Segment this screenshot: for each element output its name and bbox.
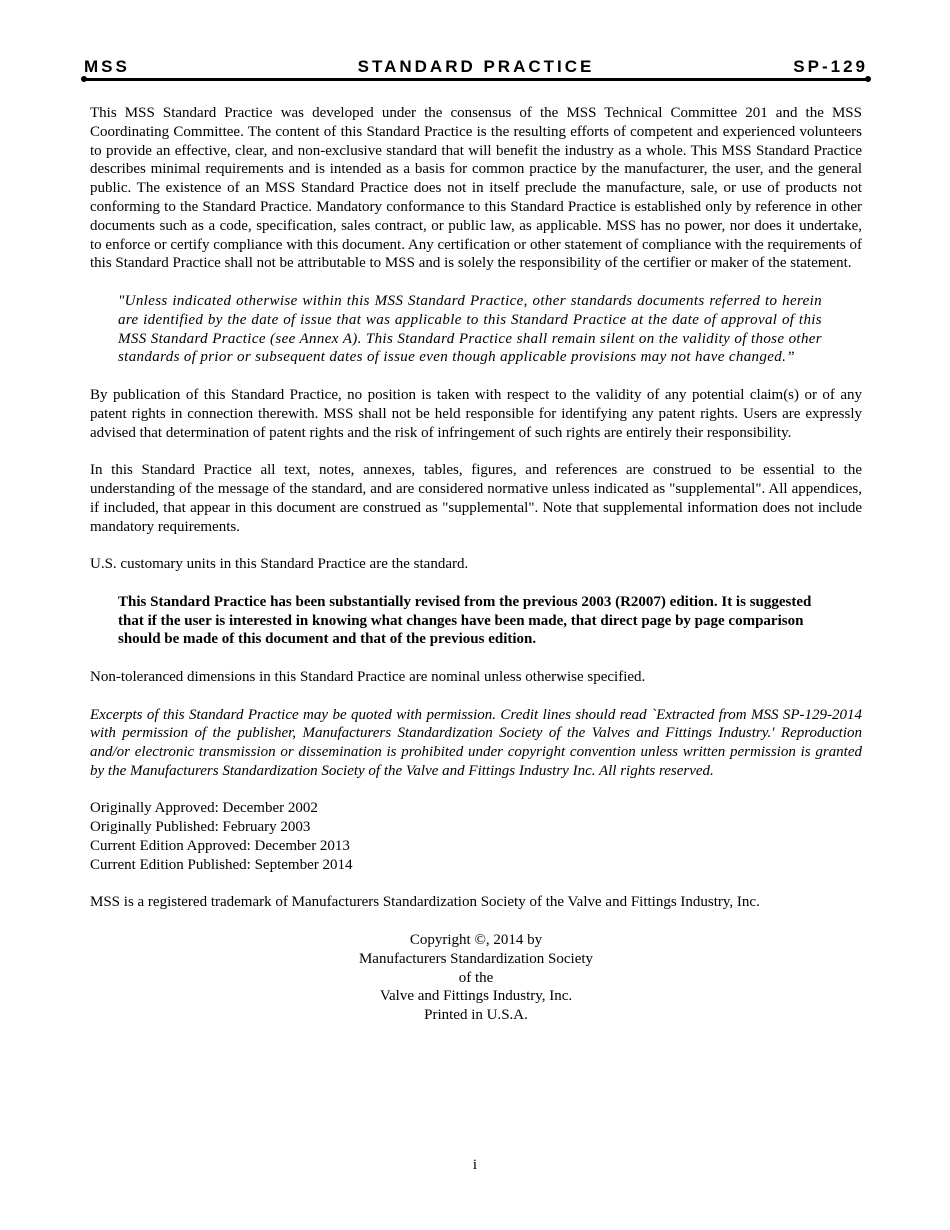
page-number: i (472, 1157, 478, 1173)
header-document-number: SP-129 (793, 57, 868, 76)
excerpts-paragraph: Excerpts of this Standard Practice may be quoted with permission. Credit lines should read `Extracted from MSS SP-129-2014 with permission of the publisher, Manufacturers Standardization Society of the Valves and Fittings Industry.' Reproduction and/or electronic transmission or dissemination is prohibited under copyright convention unless written permission is granted by the Manufacturers Standardization Society of the Valve and Fittings Industry Inc. All rights reserved. (90, 706, 862, 779)
copyright-line: Copyright ©, 2014 by (409, 932, 543, 949)
header-rule (84, 78, 868, 81)
copyright-line: Manufacturers Standardization Society (358, 950, 594, 967)
edition-dates (90, 799, 862, 874)
patent-paragraph: By publication of this Standard Practice, no position is taken with respect to the validity of any potential claim(s) or of any patent rights in connection therewith. MSS shall not be held responsible for identifying any patent rights. Users are expressly advised that determination of patent rights and the risk of infringement of such rights are entirely their responsibility. (90, 386, 862, 441)
trademark-paragraph: MSS is a registered trademark of Manufacturers Standardization Society of the Valve and Fittings Industry, Inc. (90, 894, 760, 911)
current-edition-published: Current Edition Published: September 2014 (90, 856, 353, 873)
header-title: STANDARD PRACTICE (357, 57, 595, 76)
copyright-line: of the (458, 969, 494, 986)
copyright-line: Printed in U.S.A. (424, 1007, 528, 1024)
date-of-issue-quote: "Unless indicated otherwise within this MSS Standard Practice, other standards documents referred to herein are identified by the date of issue that was applicable to this Standard Practice at the date of approval of this MSS Standard Practice (see Annex A). This Standard Practice shall remain silent on the validity of those other standards of prior or subsequent dates of issue even though applicable provisions may not have changed.” (118, 292, 822, 366)
originally-published: Originally Published: February 2003 (90, 819, 311, 836)
copyright-block (90, 931, 862, 1025)
intro-paragraph: This MSS Standard Practice was developed under the consensus of the MSS Technical Committee 201 and the MSS Coordinating Committee. The content of this Standard Practice is the resulting efforts of competent and experienced volunteers to provide an effective, clear, and non-exclusive standard that will benefit the industry as a whole. This MSS Standard Practice describes minimal requirements and is intended as a basis for common practice by the manufacturer, the user, and the general public. The existence of an MSS Standard Practice does not in itself preclude the manufacture, sale, or use of products not conforming to the Standard Practice. Mandatory conformance to this Standard Practice is established only by reference in other documents such as a code, specification, sales contract, or public law, as applicable. MSS has no power, nor does it undertake, to enforce or certify compliance with this document. Any certification or other statement of compliance with the requirements of this Standard Practice shall not be attributable to MSS and is solely the responsibility of the certifier or maker of the statement. (90, 105, 862, 272)
nontoleranced-paragraph: Non-toleranced dimensions in this Standard Practice are nominal unless otherwise specified. (90, 668, 646, 685)
units-paragraph: U.S. customary units in this Standard Practice are the standard. (90, 556, 469, 573)
current-edition-approved: Current Edition Approved: December 2013 (90, 838, 350, 855)
page-body (90, 104, 862, 1025)
originally-approved: Originally Approved: December 2002 (90, 800, 318, 817)
copyright-line: Valve and Fittings Industry, Inc. (379, 988, 573, 1005)
normative-paragraph: In this Standard Practice all text, notes, annexes, tables, figures, and references are construed to be essential to the understanding of the message of the standard, and are considered normative unless indicated as "supplemental". All appendices, if included, that appear in this document are construed as "supplemental". Note that supplemental information does not include mandatory requirements. (90, 462, 862, 535)
header-organization: MSS (84, 57, 130, 76)
revision-note: This Standard Practice has been substantially revised from the previous 2003 (R2007) edition. It is suggested that if the user is interested in knowing what changes have been made, that direct page by page comparison should be made of this document and that of the previous edition. (118, 593, 812, 648)
